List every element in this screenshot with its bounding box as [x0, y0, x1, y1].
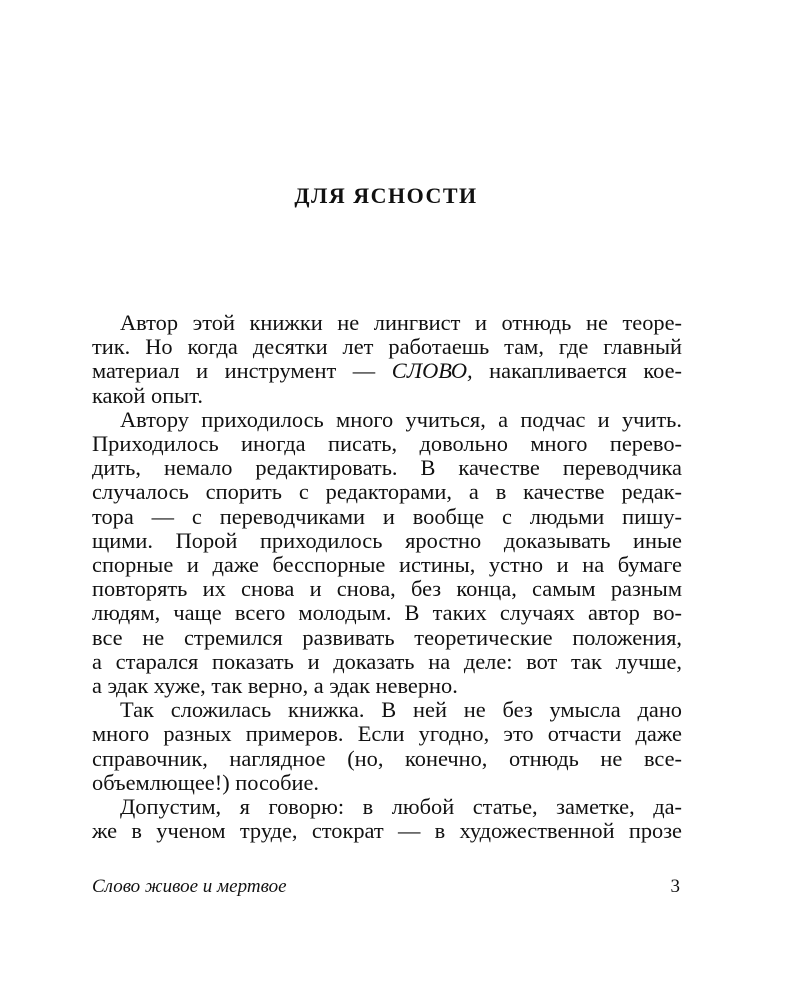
page-number: 3: [670, 876, 680, 897]
text-line: Допустим, я говорю: в любой статье, заметке, да-: [120, 794, 682, 820]
text-line: много разных примеров. Если угодно, это отчасти даже: [92, 721, 682, 747]
text-fragment: материал и инструмент —: [92, 358, 392, 384]
running-footer-title: Слово живое и мертвое: [92, 876, 287, 897]
text-line-emphasis: [92, 359, 682, 383]
emphasized-word: СЛОВО,: [391, 358, 473, 384]
text-line: дить, немало редактировать. В качестве переводчика: [92, 455, 682, 481]
text-fragment: накапливается кое-: [472, 358, 682, 384]
text-line: Автор этой книжки не лингвист и отнюдь не теоре-: [120, 310, 682, 335]
text-line: справочник, наглядное (но, конечно, отнюдь не все-: [92, 745, 682, 771]
body-text: [92, 311, 682, 843]
paragraph-2: [92, 408, 682, 698]
text-line: тик. Но когда десятки лет работаешь там, где главный: [92, 334, 682, 360]
text-line: спорные и даже бесспорные истины, устно и на бумаге: [92, 552, 682, 578]
text-line: Приходилось иногда писать, довольно много перево-: [92, 431, 682, 457]
text-line: тора — с переводчиками и вообще с людьми пишу-: [92, 503, 682, 529]
text-line: все не стремился развивать теоретические положения,: [92, 624, 682, 650]
text-line: Так сложилась книжка. В ней не без умысла дано: [120, 697, 682, 723]
paragraph-4: [92, 795, 682, 843]
text-line: повторять их снова и снова, без конца, самым разным: [92, 576, 682, 602]
text-line: а старался показать и доказать на деле: вот так лучше,: [92, 648, 682, 674]
text-line: Автору приходилось много учиться, а подчас и учить.: [120, 406, 682, 432]
text-line: же в ученом труде, стократ — в художественной прозе: [92, 818, 682, 844]
text-line: какой опыт.: [92, 382, 203, 408]
text-line: а эдак хуже, так верно, а эдак неверно.: [92, 673, 458, 699]
text-line: людям, чаще всего молодым. В таких случаях автор во-: [92, 600, 682, 626]
paragraph-1: [92, 311, 682, 408]
paragraph-3: [92, 698, 682, 795]
text-line: случалось спорить с редакторами, а в качестве редак-: [92, 479, 682, 505]
chapter-title: ДЛЯ ЯСНОСТИ: [294, 183, 478, 208]
text-line: объемлющее!) пособие.: [92, 769, 320, 795]
text-line: щими. Порой приходилось яростно доказывать иные: [92, 527, 682, 553]
